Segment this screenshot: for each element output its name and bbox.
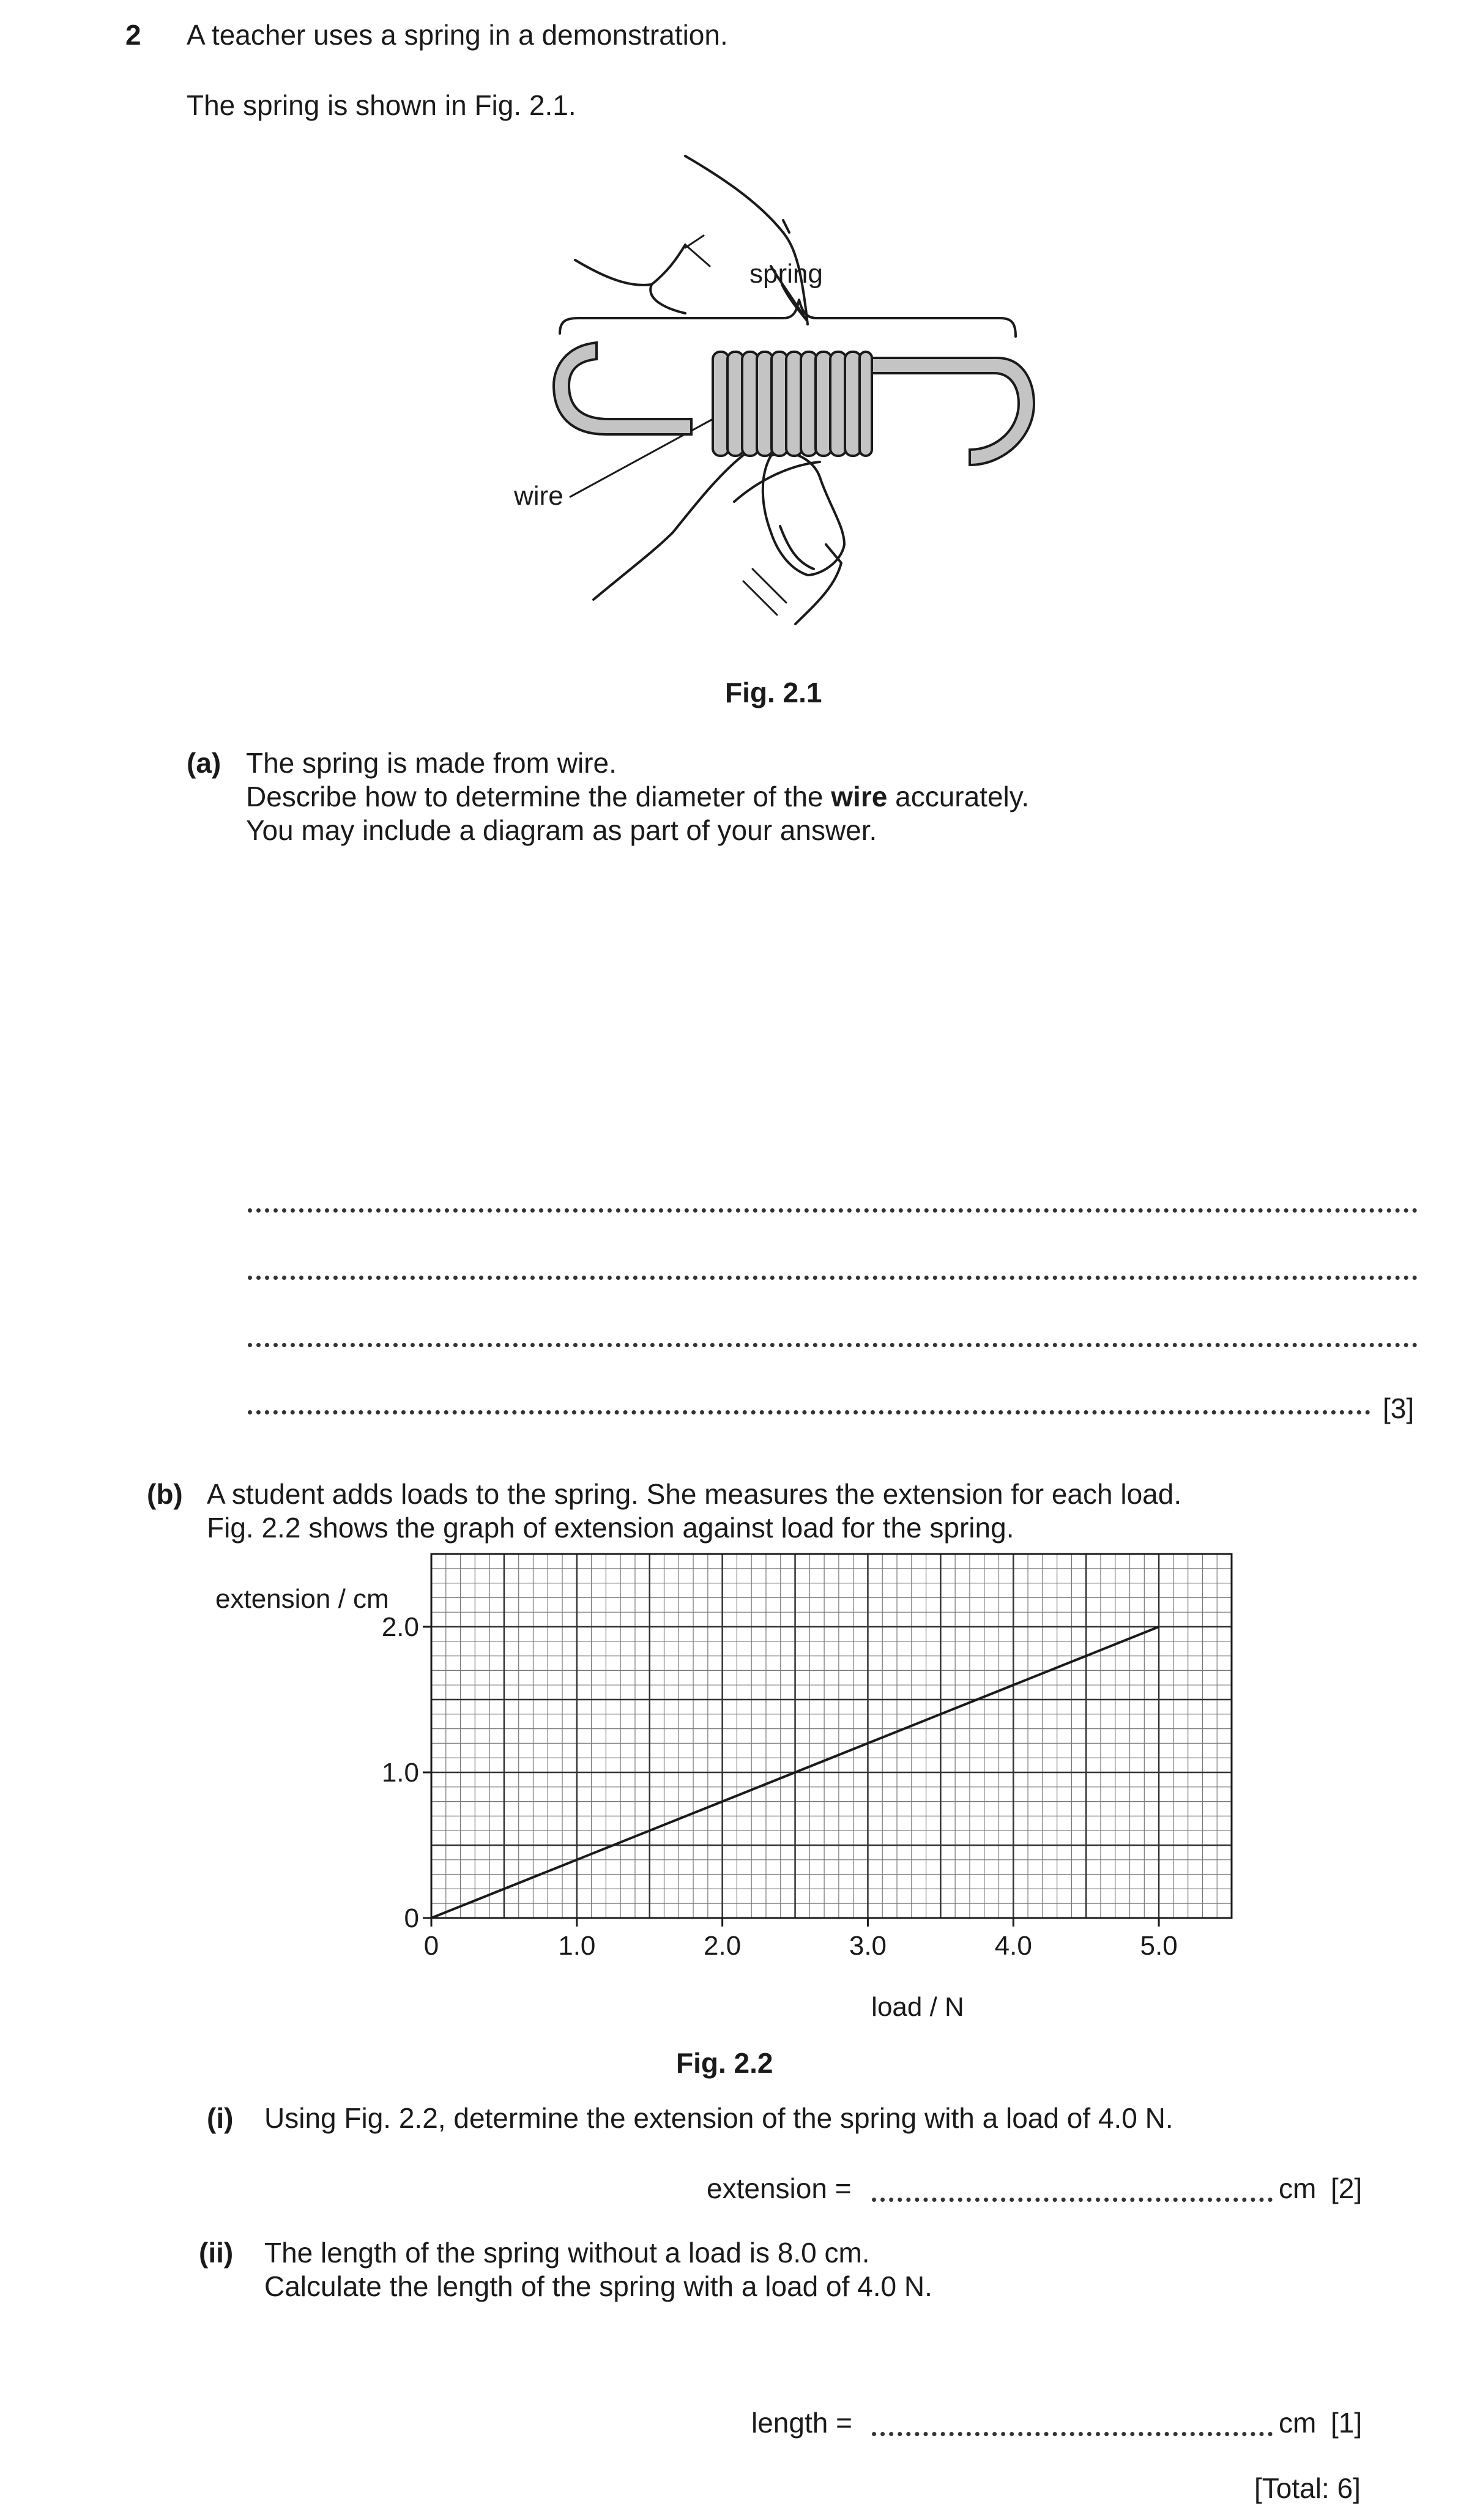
graph-border bbox=[431, 1554, 1232, 1918]
graph-y-label: extension / cm bbox=[215, 1584, 389, 1614]
length-unit: cm bbox=[1279, 2407, 1317, 2439]
spring-coils bbox=[713, 352, 872, 456]
part-b-ii-line1: The length of the spring without a load is 8.0 cm. bbox=[264, 2237, 870, 2269]
graph-data-point bbox=[722, 1801, 723, 1802]
part-b-ii-label: (ii) bbox=[199, 2237, 234, 2269]
finger-side-outline bbox=[575, 245, 685, 285]
graph-x-label: load / N bbox=[871, 1992, 964, 2022]
graph-major-grid bbox=[431, 1554, 1232, 1918]
extension-unit: cm bbox=[1279, 2172, 1317, 2204]
graph-tick-labels bbox=[382, 1612, 1178, 1961]
x-tick-label: 0 bbox=[423, 1931, 439, 1961]
answer-line-1[interactable] bbox=[248, 1208, 1418, 1213]
spring-bracket bbox=[560, 300, 1016, 336]
part-b-ii-line2: Calculate the length of the spring with a load of 4.0 N. bbox=[264, 2270, 932, 2302]
graph-data-point bbox=[576, 1859, 577, 1860]
figure-intro: The spring is shown in Fig. 2.1. bbox=[187, 89, 576, 121]
total-marks: [Total: 6] bbox=[1254, 2472, 1361, 2504]
part-a-line1: The spring is made from wire. bbox=[246, 747, 617, 779]
length-answer-label: length = bbox=[751, 2407, 852, 2439]
part-b-ii-marks: [1] bbox=[1331, 2407, 1363, 2439]
lower-hand-outline bbox=[593, 438, 801, 600]
graph-data-point bbox=[431, 1918, 432, 1919]
y-tick-label: 2.0 bbox=[381, 1612, 419, 1642]
part-a-marks: [3] bbox=[1383, 1392, 1415, 1424]
x-tick-label: 3.0 bbox=[849, 1931, 887, 1961]
extension-answer-field[interactable] bbox=[872, 2198, 1273, 2202]
part-a-line2: Describe how to determine the diameter of the wire accurately. bbox=[246, 781, 1030, 812]
extension-answer-label: extension = bbox=[707, 2172, 852, 2204]
part-b-i-label: (i) bbox=[207, 2102, 234, 2134]
part-b-line1: A student adds loads to the spring. She measures the extension for each load. bbox=[207, 1478, 1182, 1510]
label-spring: spring bbox=[749, 259, 823, 289]
left-hook bbox=[554, 343, 691, 434]
graph-data-point bbox=[1013, 1685, 1014, 1686]
part-b-label: (b) bbox=[147, 1478, 183, 1510]
x-tick-label: 4.0 bbox=[994, 1931, 1032, 1961]
thumb-outline bbox=[763, 453, 844, 575]
part-a-line3: You may include a diagram as part of your answer. bbox=[246, 814, 877, 846]
part-a-label: (a) bbox=[187, 747, 221, 779]
x-tick-label: 5.0 bbox=[1140, 1931, 1178, 1961]
part-b-i-marks: [2] bbox=[1331, 2172, 1363, 2204]
label-wire: wire bbox=[514, 481, 563, 511]
part-b-i-text: Using Fig. 2.2, determine the extension of the spring with a load of 4.0 N. bbox=[264, 2102, 1173, 2134]
y-tick-label: 0 bbox=[404, 1903, 419, 1933]
graph-minor-grid bbox=[431, 1554, 1232, 1918]
answer-line-4[interactable] bbox=[248, 1410, 1370, 1414]
y-tick-label: 1.0 bbox=[381, 1758, 419, 1788]
question-intro: A teacher uses a spring in a demonstration. bbox=[187, 19, 728, 51]
part-b-line2: Fig. 2.2 shows the graph of extension against load for the spring. bbox=[207, 1512, 1014, 1544]
length-answer-field[interactable] bbox=[872, 2432, 1273, 2436]
spring-diagram bbox=[502, 147, 1040, 649]
fig22-caption: Fig. 2.2 bbox=[676, 2047, 773, 2079]
x-tick-label: 2.0 bbox=[704, 1931, 742, 1961]
answer-line-3[interactable] bbox=[248, 1343, 1418, 1347]
answer-line-2[interactable] bbox=[248, 1276, 1418, 1280]
right-hook bbox=[869, 358, 1034, 465]
x-tick-label: 1.0 bbox=[558, 1931, 596, 1961]
fig21-caption: Fig. 2.1 bbox=[725, 677, 822, 708]
question-number: 2 bbox=[125, 19, 141, 51]
extension-load-graph bbox=[184, 1529, 1285, 2031]
